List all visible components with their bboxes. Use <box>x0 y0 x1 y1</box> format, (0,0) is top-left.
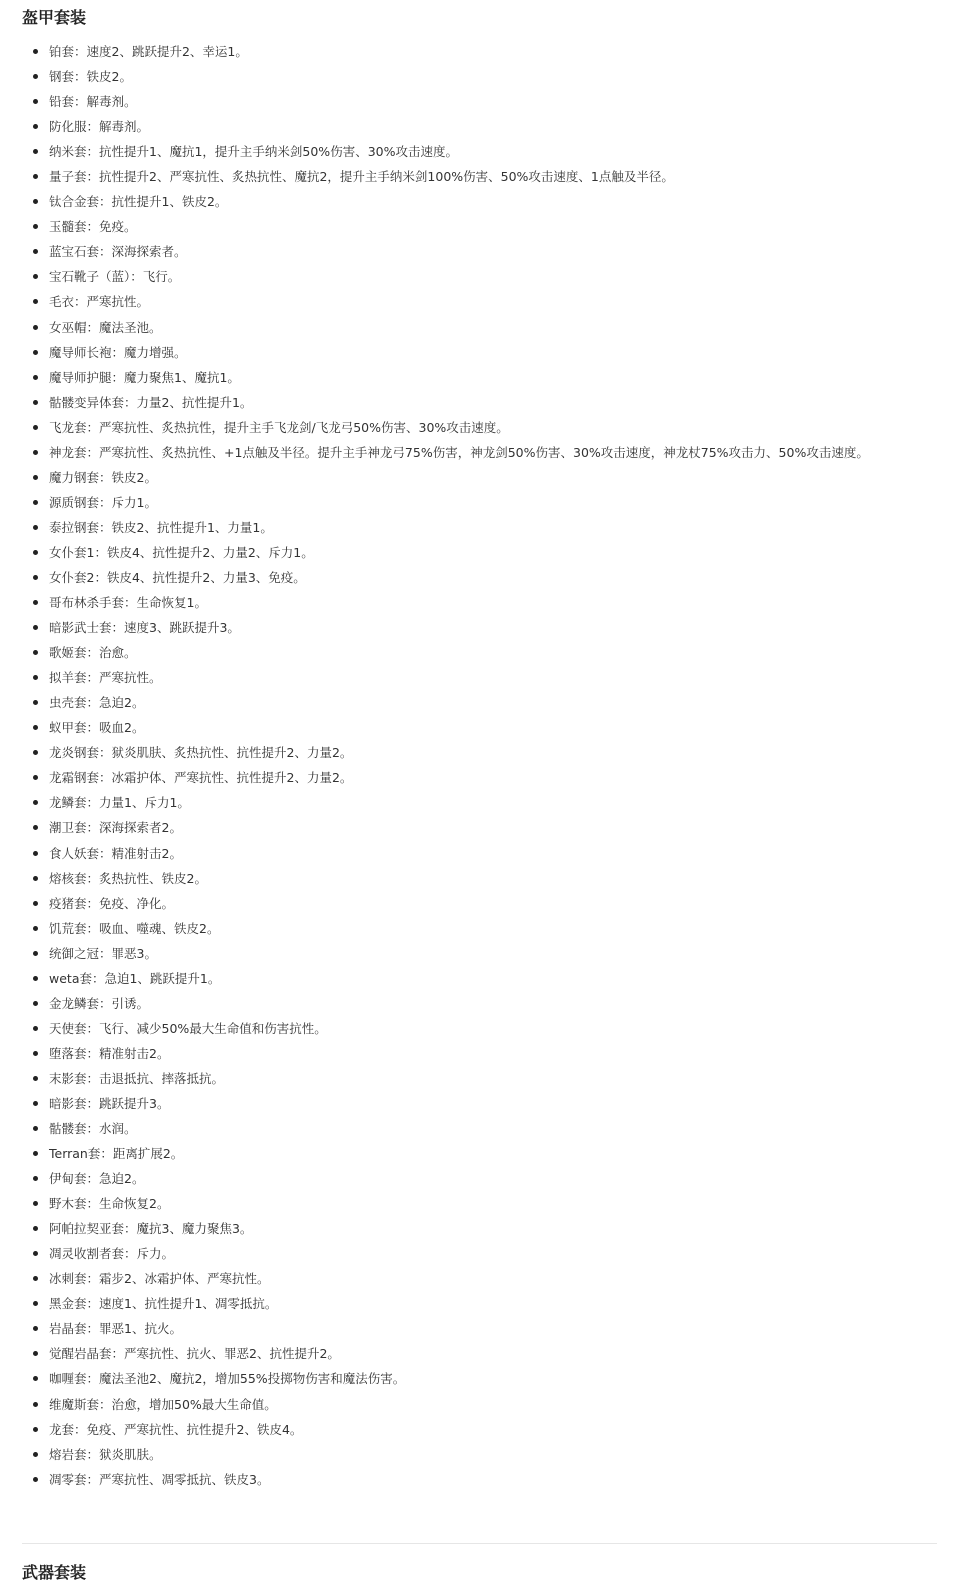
next-section-title: 武器套装 <box>22 1563 87 1582</box>
list-item: 防化服：解毒剂。 <box>0 114 957 139</box>
list-item: 泰拉钢套：铁皮2、抗性提升1、力量1。 <box>0 515 957 540</box>
list-item: 魔导师护腿：魔力聚焦1、魔抗1。 <box>0 365 957 390</box>
list-item: 末影套：击退抵抗、摔落抵抗。 <box>0 1066 957 1091</box>
list-item: 铂套：速度2、跳跃提升2、幸运1。 <box>0 39 957 64</box>
section-title: 盔甲套装 <box>22 8 87 27</box>
list-item: 虫壳套：急迫2。 <box>0 690 957 715</box>
list-item: 拟羊套：严寒抗性。 <box>0 665 957 690</box>
list-item: 维魔斯套：治愈，增加50%最大生命值。 <box>0 1392 957 1417</box>
list-item: 量子套：抗性提升2、严寒抗性、炙热抗性、魔抗2，提升主手纳米剑100%伤害、50%攻击速度、1点触及半径。 <box>0 164 957 189</box>
list-item: 宝石靴子（蓝）：飞行。 <box>0 264 957 289</box>
list-item: 暗影武士套：速度3、跳跃提升3。 <box>0 615 957 640</box>
list-item: 魔力钢套：铁皮2。 <box>0 465 957 490</box>
list-item: 魔导师长袍：魔力增强。 <box>0 340 957 365</box>
list-item: 女仆套2：铁皮4、抗性提升2、力量3、免疫。 <box>0 565 957 590</box>
list-item: 食人妖套：精准射击2。 <box>0 841 957 866</box>
list-item: 女巫帽：魔法圣池。 <box>0 315 957 340</box>
list-item: 龙套：免疫、严寒抗性、抗性提升2、铁皮4。 <box>0 1417 957 1442</box>
list-item: Terran套：距离扩展2。 <box>0 1141 957 1166</box>
list-item: 铅套：解毒剂。 <box>0 89 957 114</box>
list-item: 天使套：飞行、减少50%最大生命值和伤害抗性。 <box>0 1016 957 1041</box>
list-item: 潮卫套：深海探索者2。 <box>0 815 957 840</box>
list-item: 金龙鳞套：引诱。 <box>0 991 957 1016</box>
list-item: 伊甸套：急迫2。 <box>0 1166 957 1191</box>
list-item: 阿帕拉契亚套：魔抗3、魔力聚焦3。 <box>0 1216 957 1241</box>
list-item: 神龙套：严寒抗性、炙热抗性、+1点触及半径。提升主手神龙弓75%伤害，神龙剑50%伤害、30%攻击速度，神龙杖75%攻击力、50%攻击速度。 <box>0 440 957 465</box>
list-item: 蚁甲套：吸血2。 <box>0 715 957 740</box>
list-item: 暗影套：跳跃提升3。 <box>0 1091 957 1116</box>
list-item: 岩晶套：罪恶1、抗火。 <box>0 1316 957 1341</box>
list-item: 龙霜钢套：冰霜护体、严寒抗性、抗性提升2、力量2。 <box>0 765 957 790</box>
list-item: 龙炎钢套：狱炎肌肤、炙热抗性、抗性提升2、力量2。 <box>0 740 957 765</box>
armor-set-list <box>0 39 957 1492</box>
list-item: 凋零套：严寒抗性、凋零抵抗、铁皮3。 <box>0 1467 957 1492</box>
list-item: 野木套：生命恢复2。 <box>0 1191 957 1216</box>
list-item: 咖喱套：魔法圣池2、魔抗2，增加55%投掷物伤害和魔法伤害。 <box>0 1366 957 1391</box>
section-divider <box>22 1543 937 1544</box>
list-item: 凋灵收割者套：斥力。 <box>0 1241 957 1266</box>
list-item: 毛衣：严寒抗性。 <box>0 289 957 314</box>
list-item: 冰刺套：霜步2、冰霜护体、严寒抗性。 <box>0 1266 957 1291</box>
list-item: 蓝宝石套：深海探索者。 <box>0 239 957 264</box>
list-item: 钛合金套：抗性提升1、铁皮2。 <box>0 189 957 214</box>
list-item: 堕落套：精准射击2。 <box>0 1041 957 1066</box>
list-item: 熔核套：炙热抗性、铁皮2。 <box>0 866 957 891</box>
list-item: 哥布林杀手套：生命恢复1。 <box>0 590 957 615</box>
list-item: 飞龙套：严寒抗性、炙热抗性，提升主手飞龙剑/飞龙弓50%伤害、30%攻击速度。 <box>0 415 957 440</box>
list-item: 觉醒岩晶套：严寒抗性、抗火、罪恶2、抗性提升2。 <box>0 1341 957 1366</box>
list-item: 钢套：铁皮2。 <box>0 64 957 89</box>
list-item: 熔岩套：狱炎肌肤。 <box>0 1442 957 1467</box>
list-item: 龙鳞套：力量1、斥力1。 <box>0 790 957 815</box>
list-item: 统御之冠：罪恶3。 <box>0 941 957 966</box>
list-item: 源质钢套：斥力1。 <box>0 490 957 515</box>
list-item: 骷髅套：水润。 <box>0 1116 957 1141</box>
list-item: weta套：急迫1、跳跃提升1。 <box>0 966 957 991</box>
list-item: 疫猪套：免疫、净化。 <box>0 891 957 916</box>
list-item: 纳米套：抗性提升1、魔抗1，提升主手纳米剑50%伤害、30%攻击速度。 <box>0 139 957 164</box>
list-item: 玉髓套：免疫。 <box>0 214 957 239</box>
list-item: 女仆套1：铁皮4、抗性提升2、力量2、斥力1。 <box>0 540 957 565</box>
list-item: 歌姬套：治愈。 <box>0 640 957 665</box>
list-item: 骷髅变异体套：力量2、抗性提升1。 <box>0 390 957 415</box>
list-item: 饥荒套：吸血、噬魂、铁皮2。 <box>0 916 957 941</box>
list-item: 黑金套：速度1、抗性提升1、凋零抵抗。 <box>0 1291 957 1316</box>
